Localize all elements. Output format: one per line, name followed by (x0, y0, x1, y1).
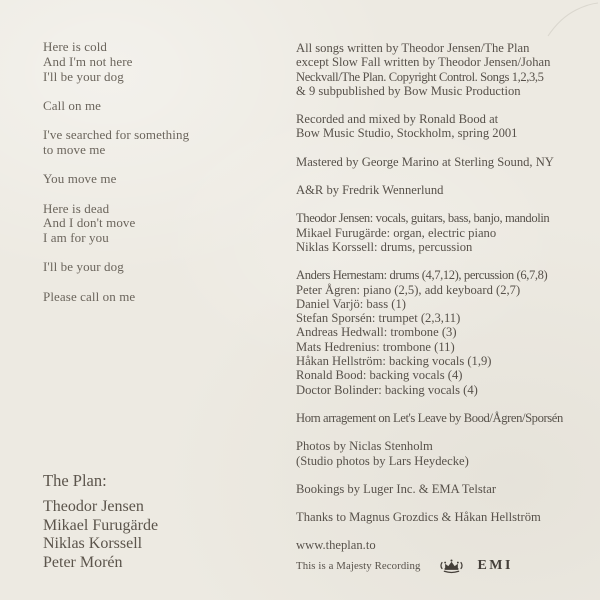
credits-column (296, 41, 596, 575)
band-member: Niklas Korssell (43, 535, 143, 553)
lyric-line: I am for you (43, 230, 109, 246)
emi-logo-text: EMI (477, 558, 513, 574)
lyric-line: And I don't move (43, 215, 136, 231)
lyric-stanza (43, 128, 189, 158)
lyric-line: And I'm not here (43, 53, 133, 69)
lyric-stanza (43, 260, 189, 275)
band-member: Mikael Furugärde (43, 516, 159, 534)
credit-line: Horn arragement on Let's Leave by Bood/Ågren/Sporsén (296, 410, 563, 425)
scan-scratch-mark (530, 0, 600, 40)
credit-line: Doctor Bolinder: backing vocals (4) (296, 382, 478, 397)
lyric-stanza (43, 202, 189, 246)
credit-line: Anders Hernestam: drums (4,7,12), percussion (6,7,8) (296, 268, 548, 283)
credit-line: Mikael Furugärde: organ, electric piano (296, 225, 497, 240)
lyric-line: Call on me (43, 97, 102, 113)
credit-paragraph-website (296, 538, 596, 552)
credit-line: Daniel Varjö: bass (1) (296, 296, 406, 311)
credit-line: Mastered by George Marino at Sterling Sound, NY (296, 154, 554, 169)
majesty-recording-note: This is a Majesty Recording (296, 560, 421, 573)
band-roster (43, 472, 158, 572)
crown-icon (438, 558, 465, 575)
credit-line: & 9 subpublished by Bow Music Production (296, 83, 521, 98)
lyric-line: I'll be your dog (43, 259, 124, 275)
lyric-line: Here is cold (43, 39, 108, 54)
lyric-line: You move me (43, 171, 117, 187)
credit-line: Peter Ågren: piano (2,5), add keyboard (2,7) (296, 282, 521, 297)
credit-paragraph-band-instruments (296, 211, 596, 254)
credit-line: Neckvall/The Plan. Copyright Control. Songs 1,2,3,5 (296, 69, 544, 84)
credit-line: Stefan Sporsén: trumpet (2,3,11) (296, 311, 461, 326)
credit-paragraph-recording (296, 112, 596, 141)
credit-line: Mats Hedrenius: trombone (11) (296, 339, 455, 354)
label-footer (296, 558, 596, 575)
lyric-stanza (43, 290, 189, 305)
credit-line: All songs written by Theodor Jensen/The Plan (296, 41, 530, 55)
website-url: www.theplan.to (296, 538, 376, 553)
credit-paragraph-songwriting (296, 41, 596, 98)
lyric-stanza (43, 40, 189, 84)
credit-paragraph-mastering (296, 155, 596, 169)
band-member: Theodor Jensen (43, 498, 144, 515)
credit-paragraph-session-musicians (296, 268, 596, 397)
lyric-line: Here is dead (43, 200, 110, 216)
lyric-line: I've searched for something (43, 127, 190, 143)
credit-line: Theodor Jensen: vocals, guitars, bass, banjo, mandolin (296, 211, 550, 226)
credit-paragraph-bookings (296, 482, 596, 496)
credit-paragraph-horn-arrangement (296, 411, 596, 425)
lyric-line: I'll be your dog (43, 68, 124, 84)
lyrics-column (43, 40, 189, 319)
credit-line: Andreas Hedwall: trombone (3) (296, 325, 457, 340)
credit-line: except Slow Fall written by Theodor Jensen/Johan (296, 55, 551, 70)
credit-line: Recorded and mixed by Ronald Bood at (296, 112, 499, 127)
credit-line: Bookings by Luger Inc. & EMA Telstar (296, 481, 497, 496)
credit-line: Photos by Niclas Stenholm (296, 439, 433, 454)
lyric-line: Please call on me (43, 288, 136, 304)
lyric-line: to move me (43, 141, 106, 157)
band-member: Peter Morén (43, 553, 123, 571)
credit-paragraph-thanks (296, 510, 596, 524)
credit-line: Niklas Korssell: drums, percussion (296, 239, 473, 254)
credit-paragraph-anr (296, 183, 596, 197)
credit-line: Bow Music Studio, Stockholm, spring 2001 (296, 126, 518, 141)
credit-line: A&R by Fredrik Wennerlund (296, 183, 444, 198)
credit-line: Ronald Bood: backing vocals (4) (296, 368, 463, 383)
credit-line: Håkan Hellström: backing vocals (1,9) (296, 354, 492, 369)
credit-paragraph-photos (296, 439, 596, 468)
credit-line: Thanks to Magnus Grozdics & Håkan Hellström (296, 510, 541, 525)
lyric-stanza (43, 99, 189, 114)
credit-line: (Studio photos by Lars Heydecke) (296, 453, 469, 468)
band-heading: The Plan: (43, 471, 107, 490)
lyric-stanza (43, 172, 189, 187)
